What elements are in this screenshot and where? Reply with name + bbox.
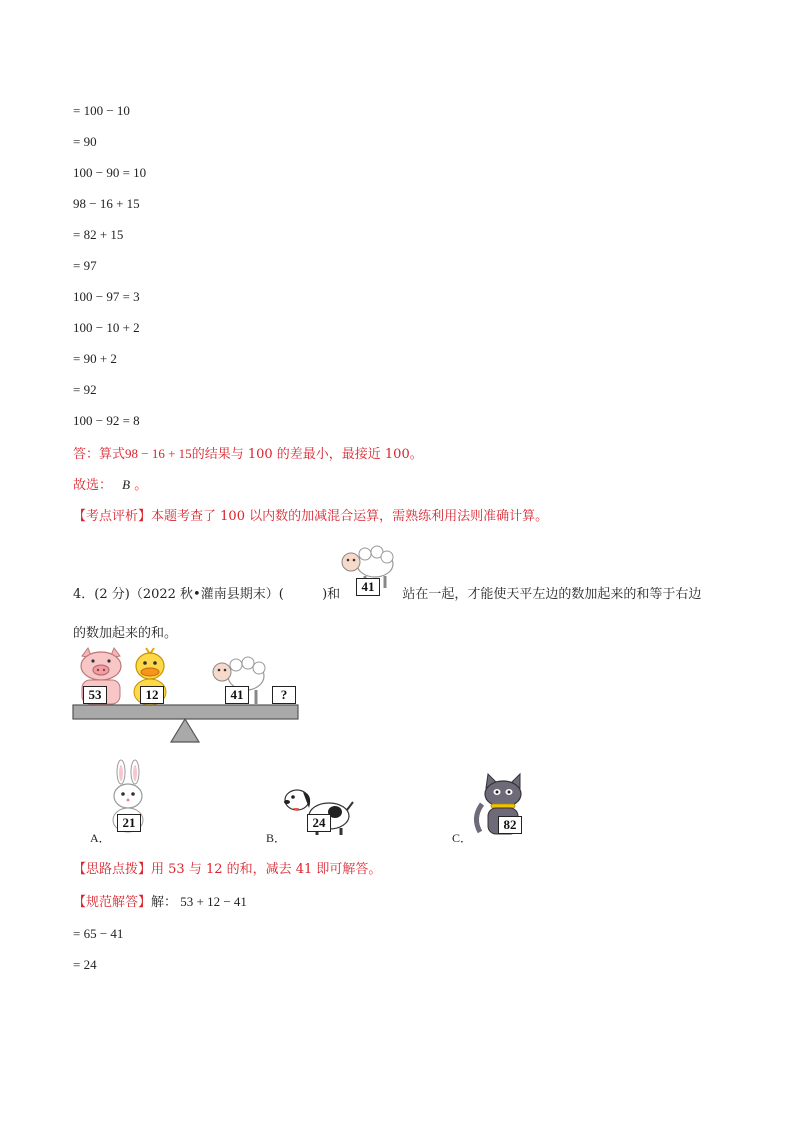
comment-text: 本题考查了 100 以内数的加减混合运算，需熟练利用法则准确计算。 <box>151 509 549 524</box>
balance-scale <box>72 704 302 748</box>
answer-expr: 98 − 16 + 15 <box>125 446 192 461</box>
solution-step: = 24 <box>73 957 97 972</box>
calc-line: = 82 + 15 <box>73 227 124 242</box>
choice-value: B <box>122 477 131 492</box>
pig-number-box: 53 <box>83 686 107 704</box>
sheep-number-box: 41 <box>356 578 380 596</box>
question-line-2: 的数加起来的和。 <box>73 626 178 641</box>
question-suffix: 站在一起，才能使天平左边的数加起来的和等于右边 <box>402 587 702 602</box>
cat-number-box: 82 <box>498 816 522 834</box>
hint-line <box>73 862 381 878</box>
calc-line: = 100 − 10 <box>73 103 130 118</box>
calc-line: 100 − 97 = 3 <box>73 289 140 304</box>
calc-line: 100 − 90 = 10 <box>73 165 147 180</box>
unknown-number-box: ? <box>272 686 296 704</box>
answer-line <box>73 446 423 463</box>
hint-text: 用 53 与 12 的和，减去 41 即可解答。 <box>151 862 382 877</box>
balance-fulcrum <box>171 719 199 742</box>
solution-step: = 65 − 41 <box>73 926 124 941</box>
solution-line <box>73 894 247 911</box>
option-c-label: C． <box>452 831 473 845</box>
choice-label: 故选： <box>73 478 113 493</box>
calc-line: = 90 + 2 <box>73 351 117 366</box>
solution-tag: 【规范解答】 <box>73 895 152 910</box>
option-a-label: A． <box>90 831 111 845</box>
calc-line: = 97 <box>73 258 97 273</box>
question-mid: )和 <box>322 587 341 602</box>
answer-prefix: 答：算式 <box>73 447 126 462</box>
calc-line: 100 − 92 = 8 <box>73 413 140 428</box>
balance-board <box>73 705 298 719</box>
comment-line <box>73 509 548 525</box>
question-prefix: 4．(2 分)（2022 秋•灌南县期末）( <box>73 587 284 602</box>
duck-number-box: 12 <box>140 686 164 704</box>
calc-line: = 90 <box>73 134 97 149</box>
solution-text: 解： 53 + 12 − 41 <box>151 894 247 909</box>
hint-tag: 【思路点拨】 <box>73 862 152 877</box>
dog-number-box: 24 <box>307 814 331 832</box>
sheep-number-box: 41 <box>225 686 249 704</box>
comment-tag: 【考点评析】 <box>73 509 152 524</box>
calc-line: 100 − 10 + 2 <box>73 320 140 335</box>
option-b-label: B． <box>266 831 287 845</box>
choice-line <box>73 477 147 494</box>
calc-line: 98 − 16 + 15 <box>73 196 140 211</box>
calc-line: = 92 <box>73 382 97 397</box>
answer-suffix: 的结果与 100 的差最小，最接近 100。 <box>191 447 423 462</box>
rabbit-number-box: 21 <box>117 814 141 832</box>
choice-end: 。 <box>134 478 148 493</box>
